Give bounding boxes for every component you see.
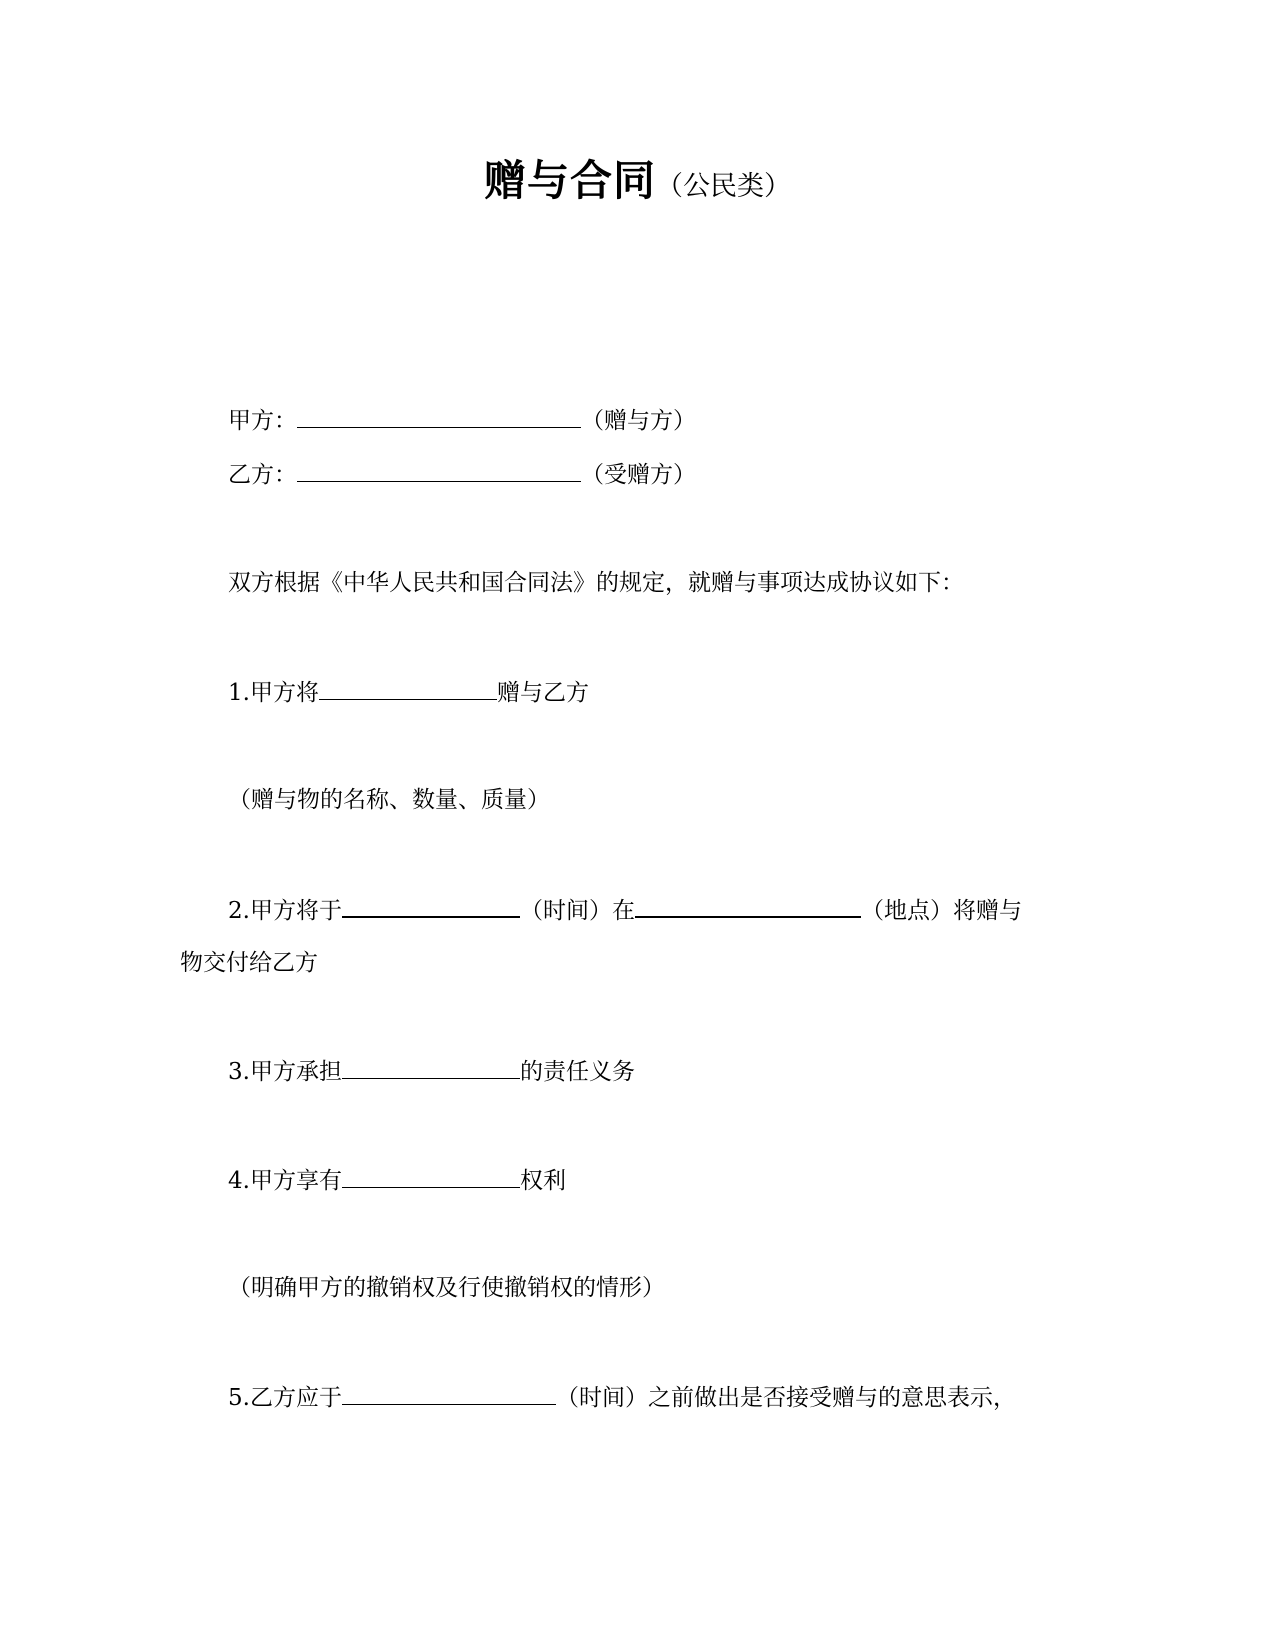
clause-2 (228, 892, 1022, 928)
clause-1-prefix: 1.甲方将 (228, 680, 319, 706)
clause-4-note: （明确甲方的撤销权及行使撤销权的情形） (228, 1275, 665, 1301)
clause-4-prefix: 4.甲方享有 (228, 1168, 342, 1194)
clause-2-time-blank[interactable] (342, 892, 520, 918)
document-title (0, 148, 1275, 208)
party-b-blank[interactable] (297, 457, 581, 482)
clause-5-blank[interactable] (342, 1380, 556, 1405)
clause-2-mid1: （时间）在 (519, 898, 635, 924)
party-b-role: （受赠方） (581, 462, 696, 488)
intro-paragraph: 双方根据《中华人民共和国合同法》的规定，就赠与事项达成协议如下： (228, 570, 964, 596)
clause-1-blank[interactable] (319, 675, 497, 700)
clause-5-suffix: （时间）之前做出是否接受赠与的意思表示， (555, 1385, 1016, 1411)
party-a-blank[interactable] (297, 403, 581, 428)
party-b-line (228, 457, 696, 492)
party-a-label: 甲方： (228, 408, 297, 434)
title-main: 赠与合同 (483, 156, 656, 205)
clause-1-note: （赠与物的名称、数量、质量） (228, 787, 550, 813)
clause-4-blank[interactable] (342, 1163, 520, 1188)
title-subtitle: （公民类） (656, 171, 791, 202)
clause-3-blank[interactable] (342, 1054, 520, 1079)
party-b-label: 乙方： (228, 462, 297, 488)
party-a-line (228, 403, 696, 438)
clause-3-prefix: 3.甲方承担 (228, 1059, 342, 1085)
clause-1-suffix: 赠与乙方 (496, 680, 589, 706)
clause-2-prefix: 2.甲方将于 (228, 898, 342, 924)
clause-3-suffix: 的责任义务 (519, 1059, 635, 1085)
clause-1 (228, 675, 589, 710)
clause-2-place-blank[interactable] (635, 892, 861, 918)
clause-5-prefix: 5.乙方应于 (228, 1385, 342, 1411)
clause-4-suffix: 权利 (519, 1168, 566, 1194)
clause-4 (228, 1163, 566, 1198)
clause-2-mid2: （地点）将赠与 (860, 898, 1022, 924)
clause-3 (228, 1054, 635, 1089)
clause-2-continuation: 物交付给乙方 (180, 950, 318, 976)
party-a-role: （赠与方） (581, 408, 696, 434)
clause-5 (228, 1380, 1016, 1415)
